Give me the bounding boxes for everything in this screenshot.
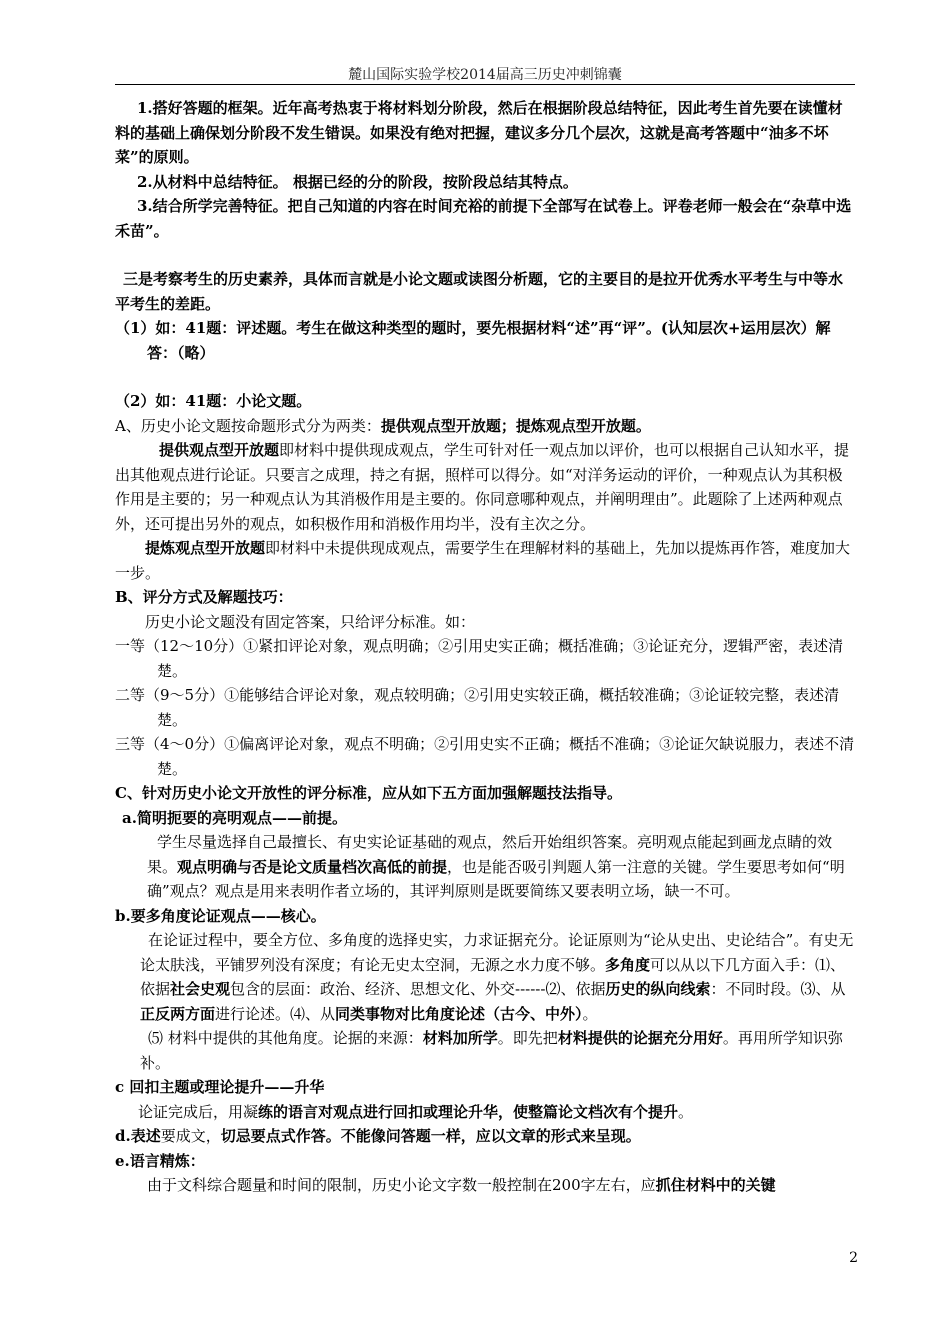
page-number: 2 — [849, 1250, 858, 1266]
term-use-material: 材料提供的论据充分用好 — [557, 1029, 723, 1047]
paragraph-viewpoint — [115, 830, 857, 904]
section-a-types: 提供观点型开放题；提炼观点型开放题。 — [380, 416, 651, 435]
header-rule — [115, 84, 855, 85]
paragraph-step-2: 2.从材料中总结特征。 根据已经的分的阶段，按阶段总结其特点。 — [137, 172, 578, 191]
page-header: 麓山国际实验学校2014届高三历史冲刺锦囊 — [348, 67, 622, 83]
paragraph-step-1: 1.搭好答题的框架。近年高考热衷于将材料划分阶段，然后在根据阶段总结特征，因此考生首先要在读懂材料的基础上确保划分阶段不发生错误。如果没有绝对把握，建议多分几个层次，这就是高考答题中“油多不坏菜”的原则。 — [115, 99, 843, 166]
multi-angle-text-3: 包含的层面：政治、经济、思想文化、外交------⑵、依据 — [230, 980, 606, 998]
language-emphasis: 抓住材料中的关键 — [655, 1176, 776, 1194]
multi-angle-text-2: 可以从以下几方面入手：⑴、依据 — [140, 955, 846, 998]
sublimate-text-1: 论证完成后，用凝 — [138, 1102, 259, 1121]
viewpoint-text-1: 学生尽量选择自己最擅长、有史实论证基础的观点，然后开始组织答案。亮明观点能起到画龙点睛的效果。 — [147, 833, 833, 876]
language-text: 由于文科综合题量和时间的限制，历史小论文字数一般控制在200字左右，应 — [147, 1176, 656, 1194]
section-a-text: A、历史小论文题按命题形式分为两类： — [115, 416, 381, 435]
multi-angle-text-6: 。 — [582, 1004, 598, 1023]
paragraph-language — [115, 1173, 857, 1198]
paragraph-other-angles — [115, 1026, 857, 1075]
other-angles-text-2: 。即先把 — [497, 1029, 558, 1047]
paragraph-d-expression — [115, 1124, 857, 1149]
expression-emphasis: 切忌要点式作答。不能像问答题一样，应以文章的形式来呈现。 — [220, 1127, 641, 1145]
term-vertical-clue: 历史的纵向线索 — [605, 980, 711, 998]
heading-a-viewpoint: a.简明扼要的亮明观点——前提。 — [122, 808, 347, 827]
heading-c-sublimate: c 回扣主题或理论提升——升华 — [115, 1078, 325, 1096]
paragraph-literacy: 三是考察考生的历史素养，具体而言就是小论文题或读图分析题，它的主要目的是拉开优秀水平考生与中等水平考生的差距。 — [115, 270, 844, 313]
other-angles-text-1: ⑸ 材料中提供的其他角度。论据的来源： — [148, 1029, 423, 1047]
paragraph-grade-3: 三等（4～0分）①偏离评论对象，观点不明确；②引用史实不正确；概括不准确；③论证欠缺说服力，表述不清楚。 — [115, 735, 855, 778]
viewpoint-text-2: ，也是能否吸引判题人第一注意的关键。学生要思考如何“明确”观点？观点是用来表明作者立场的，其评判原则是既要简练又要表明立场，缺一不可。 — [147, 857, 845, 900]
sublimate-emphasis: 练的语言对观点进行回扣或理论升华，使整篇论文档次有个提升 — [258, 1102, 679, 1121]
paragraph-refined-view — [115, 536, 857, 585]
paragraph-sublimate — [115, 1100, 857, 1125]
paragraph-grade-1: 一等（12～10分）①紧扣评论对象，观点明确；②引用史实正确；概括准确；③论证充分，逻辑严密，表述清楚。 — [115, 637, 844, 680]
expression-text: 要成文， — [160, 1127, 221, 1145]
multi-angle-text-1: 在论证过程中，要全方位、多角度的选择史实，力求证据充分。论证原则为“论从史出、史论结合”。有史无论太肤浅，平铺罗列没有深度；有论无史太空洞，无源之水力度不够。 — [140, 931, 854, 974]
blank-line — [115, 365, 857, 389]
term-material-plus: 材料加所学 — [422, 1029, 498, 1047]
paragraph-section-a — [115, 414, 857, 439]
paragraph-provided-view — [115, 438, 857, 536]
term-comparison: 同类事物对比角度论述（古今、中外） — [335, 1004, 583, 1023]
sublimate-text-2: 。 — [678, 1102, 694, 1121]
viewpoint-emphasis: 观点明确与否是论文质量档次高低的前提 — [177, 857, 448, 876]
term-provided-view: 提供观点型开放题 — [159, 441, 280, 459]
paragraph-step-3: 3.结合所学完善特征。把自己知道的内容在时间充裕的前提下全部写在试卷上。评卷老师一般会在“杂草中选禾苗”。 — [115, 197, 852, 240]
term-refined-view: 提炼观点型开放题 — [145, 539, 266, 557]
multi-angle-text-5: 进行论述。⑷、从 — [215, 1004, 336, 1023]
heading-b-multi-angle: b.要多角度论证观点——核心。 — [115, 906, 326, 925]
document-body — [115, 96, 857, 1198]
multi-angle-text-4: ：不同时段。⑶、从 — [710, 980, 846, 998]
term-social-history: 社会史观 — [170, 980, 231, 998]
paragraph-multi-angle — [115, 928, 857, 1026]
paragraph-grade-2: 二等（9～5分）①能够结合评论对象，观点较明确；②引用史实较正确，概括较准确；③论证较完整，表述清楚。 — [115, 686, 840, 729]
term-multi-angle: 多角度 — [605, 955, 651, 974]
heading-e-language: e.语言精炼： — [115, 1151, 205, 1170]
paragraph-q41-review: （1）如：41题：评述题。考生在做这种类型的题时，要先根据材料“述”再“评”。(认知层次+运用层次）解答：（略） — [115, 319, 831, 362]
paragraph-section-b: B、评分方式及解题技巧： — [115, 588, 293, 606]
blank-line — [115, 243, 857, 267]
paragraph-q41-essay: （2）如：41题：小论文题。 — [115, 392, 312, 410]
heading-d-expression: d.表述 — [115, 1127, 161, 1145]
paragraph-section-c: C、针对历史小论文开放性的评分标准，应从如下五方面加强解题技法指导。 — [115, 784, 622, 802]
other-angles-text-3: 。再用所学知识弥补。 — [140, 1029, 843, 1072]
provided-view-text: 即材料中提供现成观点，学生可针对任一观点加以评价，也可以根据自己认知水平，提出其他观点进行论证。只要言之成理，持之有据，照样可以得分。如“对洋务运动的评价，一种观点认为其积极作用是主要的；另一种观点认为其消极作用是主要的。你同意哪种观点，并阐明理由”。此题除了上述两种观点外，还可提出另外的观点，如积极作用和消极作用均半，没有主次之分。 — [115, 441, 850, 533]
refined-view-text: 即材料中未提供现成观点，需要学生在理解材料的基础上，先加以提炼再作答，难度加大一步。 — [115, 539, 851, 582]
term-pros-cons: 正反两方面 — [140, 1004, 216, 1023]
paragraph-scoring-intro: 历史小论文题没有固定答案，只给评分标准。如： — [145, 612, 476, 631]
